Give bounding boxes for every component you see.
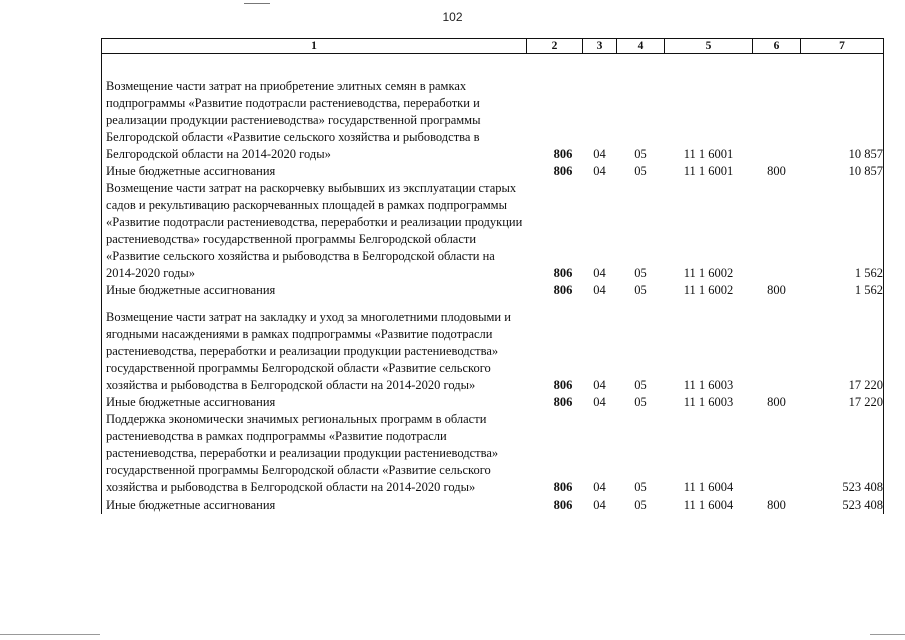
ministry-code: 806: [553, 266, 573, 280]
ministry-code: 806: [553, 395, 573, 409]
target-code: 11 1 6001: [683, 147, 734, 161]
ministry-code: 806: [553, 164, 573, 178]
column-header-3: 3: [583, 39, 617, 54]
row-description: Иные бюджетные ассигнования: [102, 394, 527, 411]
target-code: 11 1 6004: [683, 480, 734, 494]
target-code: 11 1 6001: [683, 164, 734, 178]
expense-type-code: 800: [767, 395, 786, 409]
row-description: Возмещение части затрат на приобретение элитных семян в рамках подпрограммы «Развитие подотрасли растениеводства, переработки и реализации продукции растениеводства» государственной программы Белгородской области «Развитие сельского хозяйства и рыбоводства в Белгородской области на 2014-2020 годы»: [102, 54, 527, 164]
ministry-code: 806: [553, 147, 573, 161]
section-code: 04: [593, 480, 606, 494]
expense-type-code: [753, 180, 801, 282]
ministry-code: 806: [553, 480, 573, 494]
row-description: Иные бюджетные ассигнования: [102, 163, 527, 180]
column-header-4: 4: [617, 39, 665, 54]
table-row: [102, 163, 884, 180]
row-description: Поддержка экономически значимых региональных программ в области растениеводства в рамках подпрограммы «Развитие подотрасли растениеводства, переработки и реализации продукции растениеводства» государственной программы Белгородской области «Развитие сельского хозяйства и рыбоводства в Белгородской области на 2014-2020 годы»: [102, 411, 527, 496]
target-code: 11 1 6003: [683, 395, 734, 409]
row-description: Иные бюджетные ассигнования: [102, 496, 527, 514]
subsection-code: 05: [634, 498, 647, 512]
subsection-code: 05: [634, 164, 647, 178]
expense-type-code: 800: [767, 164, 786, 178]
table-row: [102, 411, 884, 496]
table-row: [102, 299, 884, 394]
column-header-6: 6: [753, 39, 801, 54]
ministry-code: 806: [553, 283, 573, 297]
expense-type-code: [753, 54, 801, 164]
expense-type-code: [753, 299, 801, 394]
target-code: 11 1 6002: [683, 266, 734, 280]
section-code: 04: [593, 266, 606, 280]
expense-type-code: 800: [767, 283, 786, 297]
section-code: 04: [593, 147, 606, 161]
subsection-code: 05: [634, 378, 647, 392]
target-code: 11 1 6004: [683, 498, 734, 512]
section-code: 04: [593, 164, 606, 178]
section-code: 04: [593, 498, 606, 512]
ministry-code: 806: [553, 378, 573, 392]
scan-edge-line: [0, 634, 100, 635]
row-description: Иные бюджетные ассигнования: [102, 282, 527, 299]
table-row: [102, 180, 884, 282]
section-code: 04: [593, 378, 606, 392]
ministry-code: 806: [553, 498, 573, 512]
subsection-code: 05: [634, 395, 647, 409]
row-description: Возмещение части затрат на раскорчевку выбывших из эксплуатации старых садов и рекультивацию раскорчеванных площадей в рамках подпрограммы «Развитие подотрасли растениеводства, переработки и реализации продукции растениеводства» государственной программы Белгородской области «Развитие сельского хозяйства и рыбоводства в Белгородской области на 2014-2020 годы»: [102, 180, 527, 282]
budget-table: [101, 38, 884, 514]
amount-value: 1 562: [801, 180, 884, 282]
column-header-1: 1: [102, 39, 527, 54]
column-header-2: 2: [527, 39, 583, 54]
table-row: [102, 282, 884, 299]
table-header-row: [102, 39, 884, 54]
subsection-code: 05: [634, 480, 647, 494]
amount-value: 523 408: [801, 496, 884, 514]
amount-value: 17 220: [801, 299, 884, 394]
table-row: [102, 394, 884, 411]
table-row: [102, 54, 884, 164]
subsection-code: 05: [634, 147, 647, 161]
target-code: 11 1 6002: [683, 283, 734, 297]
page-number: 102: [442, 10, 463, 24]
scan-edge-line: [870, 634, 905, 635]
column-header-5: 5: [665, 39, 753, 54]
target-code: 11 1 6003: [683, 378, 734, 392]
row-description: Возмещение части затрат на закладку и уход за многолетними плодовыми и ягодными насаждениями в рамках подпрограммы «Развитие подотрасли растениеводства, переработки и реализации продукции растениеводства» государственной программы Белгородской области «Развитие сельского хозяйства и рыбоводства в Белгородской области на 2014-2020 годы»: [102, 299, 527, 394]
section-code: 04: [593, 283, 606, 297]
column-header-7: 7: [801, 39, 884, 54]
scan-mark: [244, 3, 270, 4]
amount-value: 10 857: [801, 54, 884, 164]
amount-value: 523 408: [801, 411, 884, 496]
amount-value: 10 857: [801, 163, 884, 180]
subsection-code: 05: [634, 266, 647, 280]
subsection-code: 05: [634, 283, 647, 297]
section-code: 04: [593, 395, 606, 409]
table-row: [102, 496, 884, 514]
expense-type-code: 800: [767, 498, 786, 512]
amount-value: 1 562: [801, 282, 884, 299]
amount-value: 17 220: [801, 394, 884, 411]
expense-type-code: [753, 411, 801, 496]
